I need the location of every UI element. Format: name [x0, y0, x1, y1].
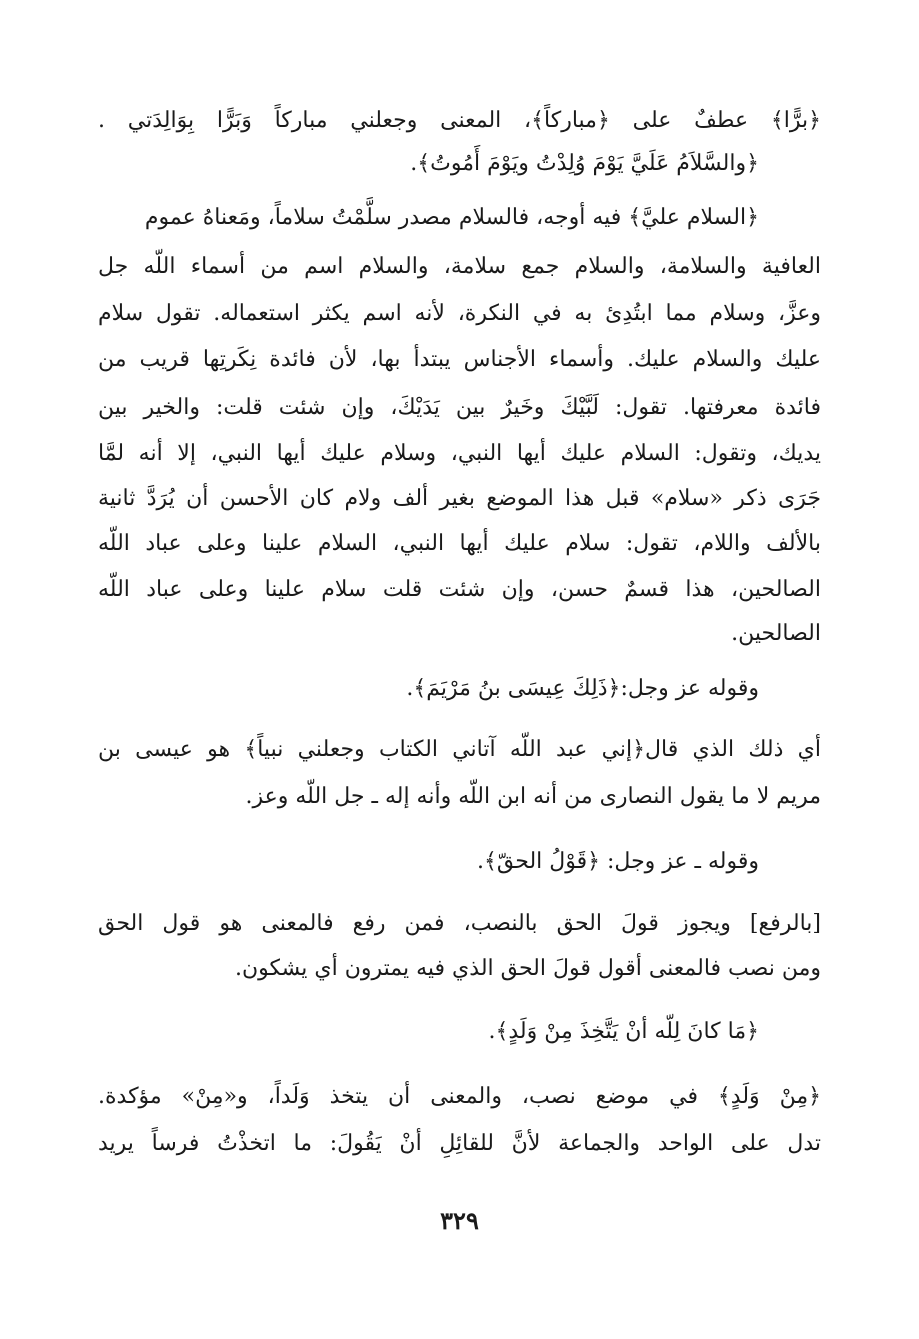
text-line: ﴿والسَّلاَمُ عَلَيَّ يَوْمَ وُلِدْتُ ويَوْمَ أَمُوتُ﴾.	[410, 151, 759, 176]
text-line: يديك، وتقول: السلام عليك أيها النبي، وسلام عليك أيها النبي، إلا أنه لمَّا	[98, 441, 821, 466]
text-line: فائدة معرفتها. تقول: لَبَّيْكَ وخَيرٌ بين يَدَيْكَ، وإن شئت قلت: والخير بين	[98, 395, 821, 420]
page-number: ٣٢٩	[440, 1206, 479, 1235]
text-line: [بالرفع] ويجوز قولَ الحق بالنصب، فمن رفع فالمعنى هو قول الحق	[98, 911, 821, 936]
text-line: عليك والسلام عليك. وأسماء الأجناس يبتدأ بها، لأن فائدة نِكَرتِها قريب من	[98, 347, 821, 372]
text-line: الصالحين.	[731, 621, 821, 646]
text-line: ﴿السلام عليَّ﴾ فيه أوجه، فالسلام مصدر سلَّمْتُ سلاماً، ومَعناهُ عموم	[144, 205, 759, 230]
text-line: ومن نصب فالمعنى أقول قولَ الحق الذي فيه يمترون أي يشكون.	[234, 956, 821, 981]
text-line: ﴿مِنْ وَلَدٍ﴾ في موضع نصب، والمعنى أن يتخذ وَلَداً، و«مِنْ» مؤكدة.	[98, 1084, 821, 1109]
text-line: مريم لا ما يقول النصارى من أنه ابن اللّه وأنه إله ـ جل اللّه وعز.	[245, 784, 821, 809]
text-line: وقوله ـ عز وجل: ﴿قَوْلُ الحقّ﴾.	[477, 849, 759, 874]
text-line: وعزَّ، وسلام مما ابتُدِئ به في النكرة، لأنه اسم يكثر استعماله. تقول سلام	[98, 301, 821, 326]
text-line: ﴿برًّا﴾ عطفٌ على ﴿مباركاً﴾، المعنى وجعلني مباركاً وَبَرًّا بِوَالِدَتي .	[98, 108, 821, 133]
text-line: وقوله عز وجل:﴿ذَلِكَ عِيسَى بنُ مَرْيَمَ﴾.	[406, 676, 759, 701]
text-line: تدل على الواحد والجماعة لأنَّ للقائِلِ أنْ يَقُولَ: ما اتخذْتُ فرساً يريد	[98, 1131, 821, 1156]
text-line: جَرَى ذكر «سلام» قبل هذا الموضع بغير ألف ولام كان الأحسن أن يُرَدَّ ثانية	[98, 486, 821, 511]
text-line: الصالحين، هذا قسمٌ حسن، وإن شئت قلت سلام علينا وعلى عباد اللّه	[98, 577, 821, 602]
text-line: أي ذلك الذي قال﴿إني عبد اللّه آتاني الكتاب وجعلني نبياً﴾ هو عيسى بن	[98, 737, 821, 762]
text-line: العافية والسلامة، والسلام جمع سلامة، والسلام اسم من أسماء اللّه جل	[98, 254, 821, 279]
text-line: ﴿مَا كانَ لِلّه أنْ يَتَّخِذَ مِنْ وَلَدٍ﴾.	[488, 1019, 759, 1044]
text-line: بالألف واللام، تقول: سلام عليك أيها النبي، السلام علينا وعلى عباد اللّه	[98, 531, 821, 556]
